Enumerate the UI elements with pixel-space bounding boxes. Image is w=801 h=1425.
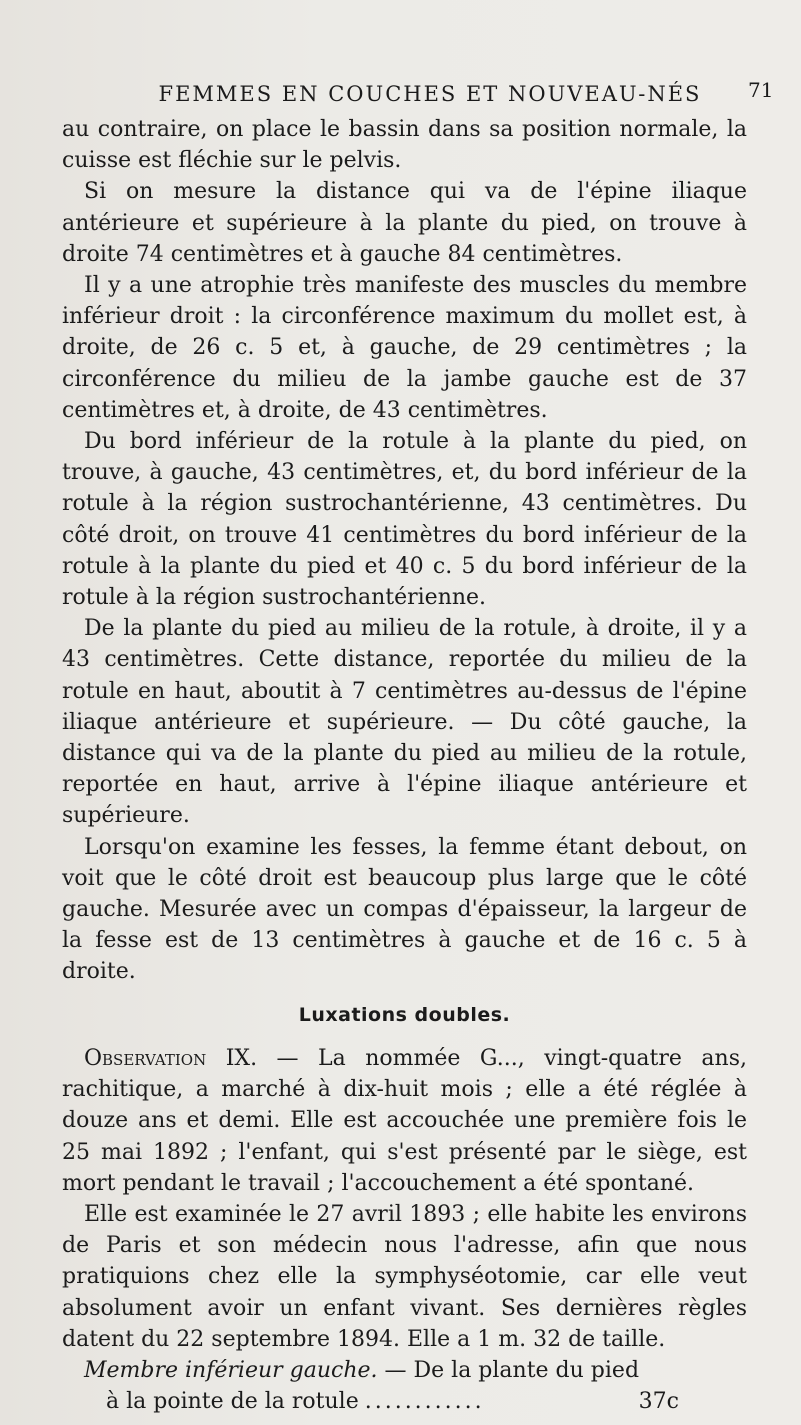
measurement-line2: à la pointe de la rotule: [106, 1389, 359, 1415]
paragraph: De la plante du pied au milieu de la rotule, à droite, il y a 43 centimètres. Cette distance, reportée du milieu de la rotule en haut, aboutit à 7 centimètres au-dessus de l'épine iliaque antérieure et supérieure. — Du côté gauche, la distance qui va de la plante du pied au milieu de la rotule, reportée en haut, arrive à l'épine iliaque antérieure et supérieure.: [62, 616, 747, 829]
paragraph: Du bord inférieur de la rotule à la plante du pied, on trouve, à gauche, 43 centimètres, et, du bord inférieur de la rotule à la région sustrochantérienne, 43 centimètres. Du côté droit, on trouve 41 centimètres du bord inférieur de la rotule à la plante du pied et 40 c. 5 du bord inférieur de la rotule à la région sustrochantérienne.: [62, 429, 747, 611]
observation-label: Observation IX.: [84, 1045, 258, 1071]
paragraph: Elle est examinée le 27 avril 1893 ; elle habite les environs de Paris et son médecin nous l'adresse, afin que nous pratiquions chez elle la symphyséotomie, car elle veut absolument avoir un enfant vivant. Ses dernières règles datent du 22 septembre 1894. Elle a 1 m. 32 de taille.: [62, 1201, 747, 1352]
measurement-leader: [62, 1386, 747, 1417]
measurement-label: Membre inférieur gauche.: [84, 1357, 378, 1383]
page-number: 71: [748, 78, 774, 102]
measurement-line: [62, 1355, 747, 1386]
body-text: [62, 114, 747, 1417]
paragraph: au contraire, on place le bassin dans sa position normale, la cuisse est fléchie sur le pelvis.: [62, 117, 747, 174]
paragraph: Si on mesure la distance qui va de l'épine iliaque antérieure et supérieure à la plante du pied, on trouve à droite 74 centimètres et à gauche 84 centimètres.: [62, 179, 747, 267]
measurement-value: 37c: [638, 1389, 679, 1415]
measurement-text: — De la plante du pied: [377, 1357, 640, 1383]
observation-text: — La nommée G..., vingt-quatre ans, rachitique, a marché à dix-huit mois ; elle a été réglée à douze ans et demi. Elle est accouchée une première fois le 25 mai 1892 ; l'enfant, qui s'est présenté par le siège, est mort pendant le travail ; l'accouchement a été spontané.: [62, 1045, 747, 1196]
observation-paragraph: [62, 1043, 747, 1199]
paragraph: Lorsqu'on examine les fesses, la femme étant debout, on voit que le côté droit est beaucoup plus large que le côté gauche. Mesurée avec un compas d'épaisseur, la largeur de la fesse est de 13 centimètres à gauche et de 16 c. 5 à droite.: [62, 834, 747, 985]
leader-dots: ............: [364, 1389, 485, 1415]
section-title: Luxations doubles.: [298, 1003, 511, 1026]
paragraph: Il y a une atrophie très manifeste des muscles du membre inférieur droit : la circonférence maximum du mollet est, à droite, de 26 c. 5 et, à gauche, de 29 centimètres ; la circonférence du milieu de la jambe gauche est de 37 centimètres et, à droite, de 43 centimètres.: [62, 273, 747, 423]
running-title: FEMMES EN COUCHES ET NOUVEAU-NÉS: [158, 82, 702, 106]
